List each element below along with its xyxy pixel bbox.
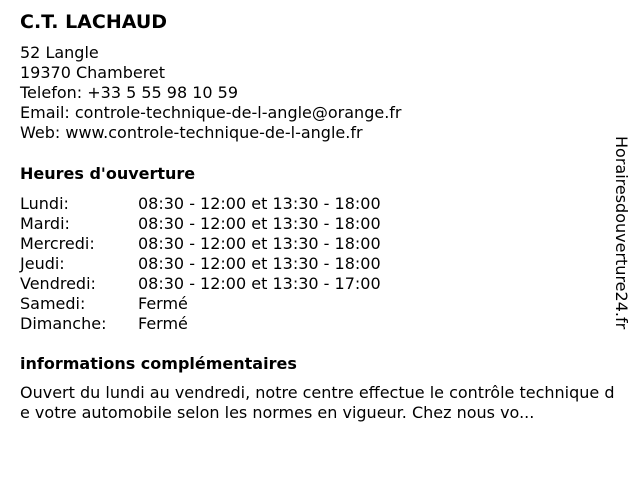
time-value: 08:30 - 12:00 et 13:30 - 17:00 bbox=[138, 274, 381, 293]
email-address: Email: controle-technique-de-l-angle@orange.fr bbox=[20, 103, 402, 122]
time-value: 08:30 - 12:00 et 13:30 - 18:00 bbox=[138, 194, 381, 213]
postal-city: 19370 Chamberet bbox=[20, 63, 166, 82]
opening-hours-table bbox=[20, 194, 381, 334]
time-value: Fermé bbox=[138, 294, 188, 313]
time-value: 08:30 - 12:00 et 13:30 - 18:00 bbox=[138, 234, 381, 253]
time-value: 08:30 - 12:00 et 13:30 - 18:00 bbox=[138, 254, 381, 273]
day-label: Samedi: bbox=[20, 294, 86, 313]
street-address: 52 Langle bbox=[20, 43, 99, 62]
opening-hours-heading: Heures d'ouverture bbox=[20, 164, 196, 183]
phone-number: Telefon: +33 5 55 98 10 59 bbox=[20, 83, 239, 102]
hours-row-sunday bbox=[20, 314, 381, 334]
day-label: Lundi: bbox=[20, 194, 69, 213]
day-label: Dimanche: bbox=[20, 314, 107, 333]
hours-row-saturday bbox=[20, 294, 381, 314]
day-label: Mardi: bbox=[20, 214, 70, 233]
day-label: Jeudi: bbox=[20, 254, 65, 273]
contact-block bbox=[20, 43, 402, 143]
hours-row-friday bbox=[20, 274, 381, 294]
hours-row-thursday bbox=[20, 254, 381, 274]
additional-info-text: Ouvert du lundi au vendredi, notre centre effectue le contrôle technique de votre automobile selon les normes en vigueur. Chez nous vo... bbox=[20, 383, 615, 422]
website-address: Web: www.controle-technique-de-l-angle.fr bbox=[20, 123, 363, 142]
additional-info-heading: informations complémentaires bbox=[20, 354, 297, 373]
day-label: Mercredi: bbox=[20, 234, 95, 253]
day-label: Vendredi: bbox=[20, 274, 96, 293]
site-watermark: Horairesdouverture24.fr bbox=[612, 136, 631, 330]
time-value: 08:30 - 12:00 et 13:30 - 18:00 bbox=[138, 214, 381, 233]
hours-row-wednesday bbox=[20, 234, 381, 254]
time-value: Fermé bbox=[138, 314, 188, 333]
hours-row-tuesday bbox=[20, 214, 381, 234]
business-name: C.T. LACHAUD bbox=[20, 11, 168, 33]
hours-row-monday bbox=[20, 194, 381, 214]
